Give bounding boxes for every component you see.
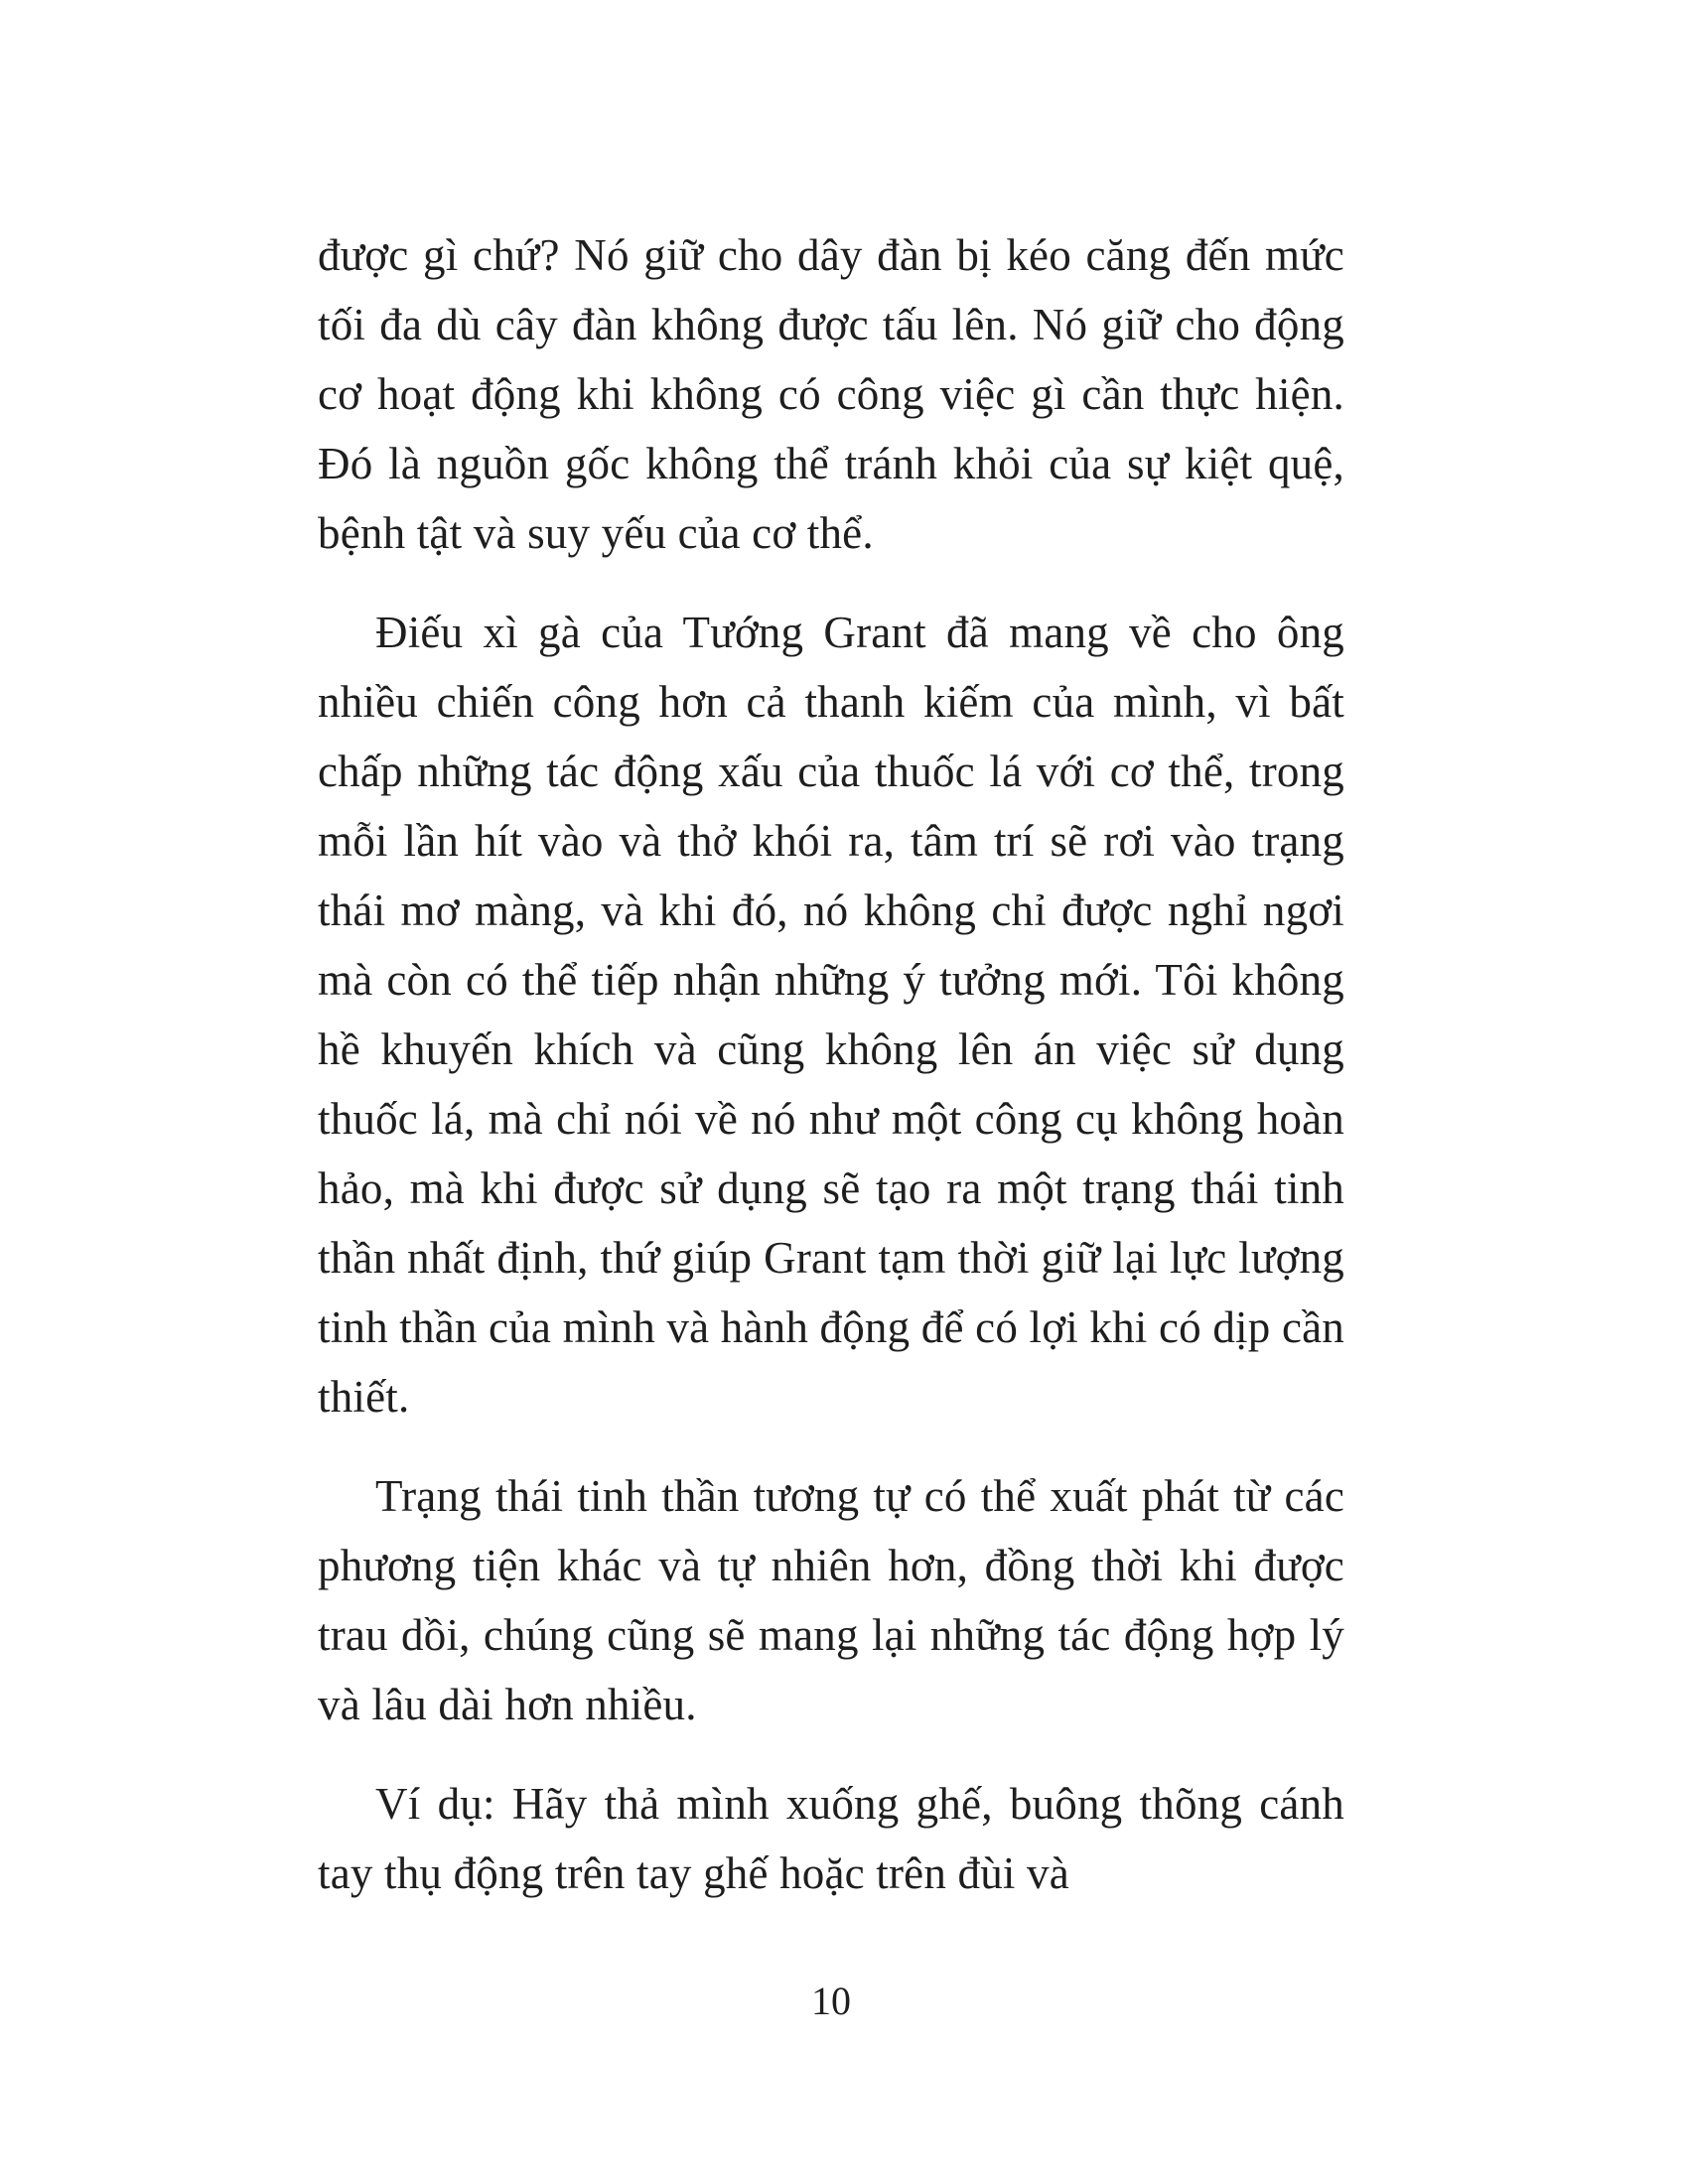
text-block: [318, 220, 1344, 1938]
paragraph: Trạng thái tinh thần tương tự có thể xuất phát từ các phương tiện khác và tự nhiên hơn, đồng thời khi được trau dồi, chúng cũng sẽ mang lại những tác động hợp lý và lâu dài hơn nhiều.: [318, 1471, 1344, 1729]
paragraph: được gì chứ? Nó giữ cho dây đàn bị kéo căng đến mức tối đa dù cây đàn không được tấu lên. Nó giữ cho động cơ hoạt động khi không có công việc gì cần thực hiện. Đó là nguồn gốc không thể tránh khỏi của sự kiệt quệ, bệnh tật và suy yếu của cơ thể.: [318, 230, 1344, 558]
paragraph: Ví dụ: Hãy thả mình xuống ghế, buông thõng cánh tay thụ động trên tay ghế hoặc trên đùi và: [318, 1779, 1344, 1898]
page-number: 10: [811, 1979, 851, 2023]
paragraph: Điếu xì gà của Tướng Grant đã mang về cho ông nhiều chiến công hơn cả thanh kiếm của mình, vì bất chấp những tác động xấu của thuốc lá với cơ thể, trong mỗi lần hít vào và thở khói ra, tâm trí sẽ rơi vào trạng thái mơ màng, và khi đó, nó không chỉ được nghỉ ngơi mà còn có thể tiếp nhận những ý tưởng mới. Tôi không hề khuyến khích và cũng không lên án việc sử dụng thuốc lá, mà chỉ nói về nó như một công cụ không hoàn hảo, mà khi được sử dụng sẽ tạo ra một trạng thái tinh thần nhất định, thứ giúp Grant tạm thời giữ lại lực lượng tinh thần của mình và hành động để có lợi khi có dịp cần thiết.: [318, 608, 1344, 1422]
